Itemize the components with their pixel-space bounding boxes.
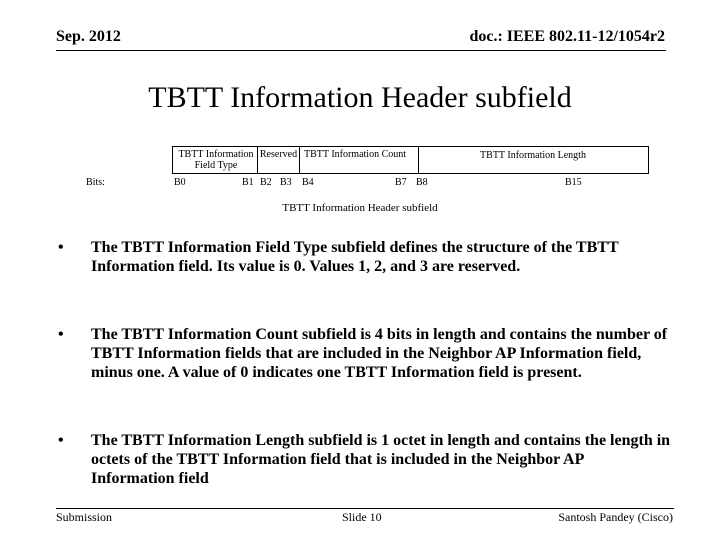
footer-slide-number: Slide 10 (342, 510, 382, 524)
length-cell-box (418, 146, 649, 174)
field-divider (299, 147, 300, 173)
bit-b7: B7 (395, 177, 407, 188)
footer-submission: Submission (56, 510, 113, 524)
bit-b4: B4 (302, 177, 314, 188)
bit-b15: B15 (565, 177, 582, 188)
bit-b0: B0 (174, 177, 186, 188)
slide-title: TBTT Information Header subfield (148, 81, 572, 114)
header-date: Sep. 2012 (56, 28, 121, 45)
bit-b3: B3 (280, 177, 292, 188)
field-type-line1: TBTT Information (178, 149, 254, 160)
length-cell: TBTT Information Length (480, 150, 586, 161)
bits-label: Bits: (86, 177, 105, 188)
footer-divider (56, 508, 674, 509)
field-type-line2: Field Type (194, 160, 238, 171)
bit-b8: B8 (416, 177, 428, 188)
bullet-text: The TBTT Information Length subfield is 1 octet in length and contains the length in octets of the TBTT Information field that is included in the Neighbor AP Information field (91, 432, 671, 487)
field-type-cell (175, 149, 257, 171)
bit-b2: B2 (260, 177, 272, 188)
count-cell: TBTT Information Count (304, 149, 407, 160)
bullet-text: The TBTT Information Count subfield is 4 bits in length and contains the number of TBTT Information fields that are included in the Neighbor AP Information field, minus one. A value of 0 indicates one TBTT Information field is present. (91, 326, 668, 381)
bit-b1: B1 (242, 177, 254, 188)
bullet-marker: • (58, 239, 64, 256)
bullet-text: The TBTT Information Field Type subfield defines the structure of the TBTT Information field. Its value is 0. Values 1, 2, and 3 are reserved. (91, 239, 619, 275)
header-doc-id: doc.: IEEE 802.11-12/1054r2 (469, 28, 665, 45)
bullet-marker: • (58, 432, 64, 449)
field-diagram (0, 0, 720, 200)
figure-caption: TBTT Information Header subfield (282, 202, 438, 214)
reserved-cell: Reserved (259, 149, 298, 160)
field-table (172, 146, 419, 174)
footer-author: Santosh Pandey (Cisco) (558, 510, 673, 524)
bullet-marker: • (58, 326, 64, 343)
